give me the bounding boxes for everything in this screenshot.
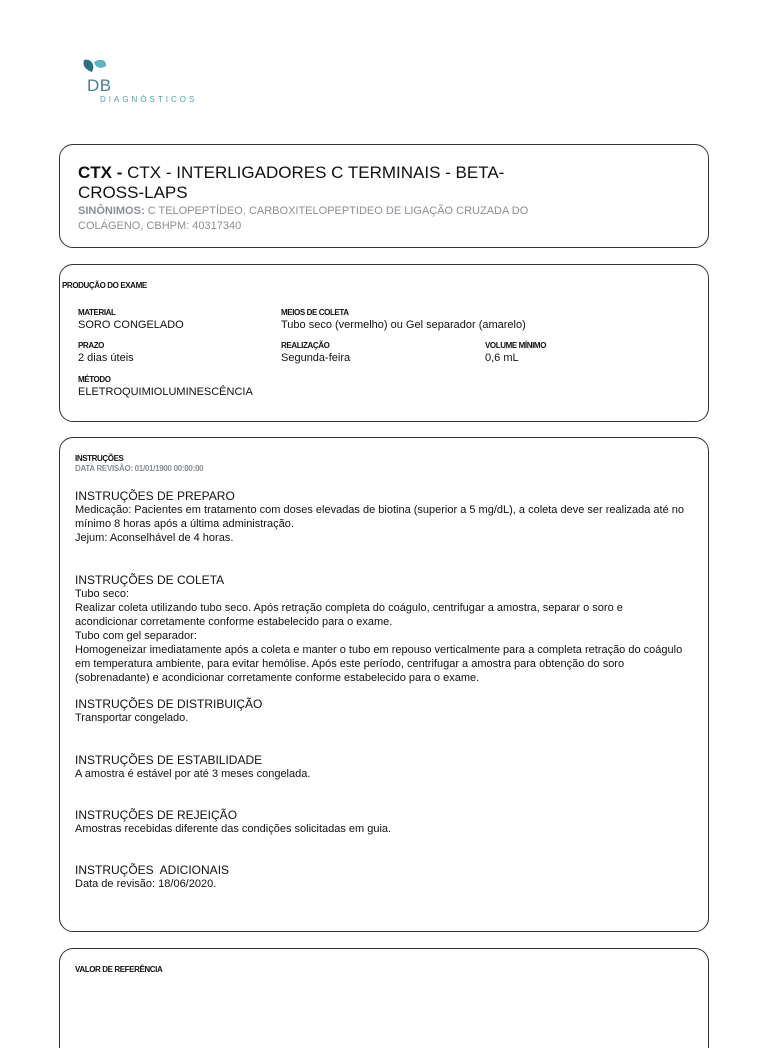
adicionais-title: INSTRUÇÕES ADICIONAIS <box>75 863 230 877</box>
distribuicao-title: INSTRUÇÕES DE DISTRIBUIÇÃO <box>75 697 263 711</box>
production-heading: PRODUÇÃO DO EXAME <box>62 281 147 290</box>
meios-label: MEIOS DE COLETA <box>281 308 349 317</box>
estabilidade-title: INSTRUÇÕES DE ESTABILIDADE <box>75 753 263 767</box>
rejeicao-title: INSTRUÇÕES DE REJEIÇÃO <box>75 808 238 822</box>
exam-name: CTX - INTERLIGADORES C TERMINAIS - BETA-CROSS-LAPS <box>78 163 505 202</box>
volume-value: 0,6 mL <box>485 352 519 364</box>
prazo-label: PRAZO <box>78 341 105 350</box>
coleta-text-2: Realizar coleta utilizando tubo seco. Após retração completa do coágulo, centrifugar a amostra, separar o soro e acondicionar corretamente conforme estabelecido para o exame. <box>75 602 623 628</box>
preparo-text-2: Jejum: Aconselhável de 4 horas. <box>75 532 234 544</box>
preparo-text-1: Medicação: Pacientes em tratamento com doses elevadas de biotina (superior a 5 mg/dL), a coleta deve ser realizada até no mínimo 8 horas após a última administração. <box>75 504 685 530</box>
coleta-section <box>75 573 687 685</box>
estabilidade-section <box>75 753 687 781</box>
metodo-value: ELETROQUIMIOLUMINESCÊNCIA <box>78 386 253 398</box>
logo-wordmark: DB <box>87 76 112 95</box>
meios-value: Tubo seco (vermelho) ou Gel separador (amarelo) <box>281 319 526 331</box>
logo-subtitle: DIAGNÓSTICOS <box>100 95 198 104</box>
instructions-heading: INSTRUÇÕES <box>75 454 124 463</box>
metodo-label: MÉTODO <box>78 375 111 384</box>
reference-card <box>59 948 709 1048</box>
exam-code: CTX - <box>78 163 123 182</box>
production-card <box>59 264 709 422</box>
exam-title <box>78 163 558 203</box>
rejeicao-text: Amostras recebidas diferente das condições solicitadas em guia. <box>75 823 392 835</box>
adicionais-text: Data de revisão: 18/06/2020. <box>75 878 217 890</box>
distribuicao-section <box>75 697 687 725</box>
synonyms-text: C TELOPEPTÍDEO, CARBOXITELOPEPTIDEO DE LIGAÇÃO CRUZADA DO COLÁGENO, CBHPM: 40317340 <box>78 205 529 232</box>
realizacao-label: REALIZAÇÃO <box>281 341 330 350</box>
distribuicao-text: Transportar congelado. <box>75 712 189 724</box>
material-label: MATERIAL <box>78 308 116 317</box>
volume-label: VOLUME MÍNIMO <box>485 341 547 350</box>
reference-heading: VALOR DE REFERÊNCIA <box>75 965 163 974</box>
instructions-card <box>59 437 709 932</box>
adicionais-section <box>75 863 687 891</box>
material-value: SORO CONGELADO <box>78 319 184 331</box>
rejeicao-section <box>75 808 687 836</box>
company-logo <box>80 56 220 106</box>
preparo-section <box>75 489 687 545</box>
prazo-value: 2 dias úteis <box>78 352 134 364</box>
revision-date: DATA REVISÃO: 01/01/1900 00:00:00 <box>75 464 204 473</box>
preparo-title: INSTRUÇÕES DE PREPARO <box>75 489 235 503</box>
coleta-text-3: Tubo com gel separador: <box>75 630 197 642</box>
synonyms-label: SINÔNIMOS: <box>78 205 145 217</box>
exam-header-card <box>59 144 709 248</box>
coleta-title: INSTRUÇÕES DE COLETA <box>75 573 225 587</box>
coleta-text-4: Homogeneizar imediatamente após a coleta e manter o tubo em repouso verticalmente para a completa retração do coágulo em temperatura ambiente, para evitar hemólise. Após este período, centrifugar a amostra para obtenção do soro (sobrenadante) e acondicionar corretamente conforme estabelecido para o exame. <box>75 644 683 684</box>
coleta-text-1: Tubo seco: <box>75 588 130 600</box>
realizacao-value: Segunda-feira <box>281 352 351 364</box>
estabilidade-text: A amostra é estável por até 3 meses congelada. <box>75 768 311 780</box>
synonyms <box>78 204 578 234</box>
